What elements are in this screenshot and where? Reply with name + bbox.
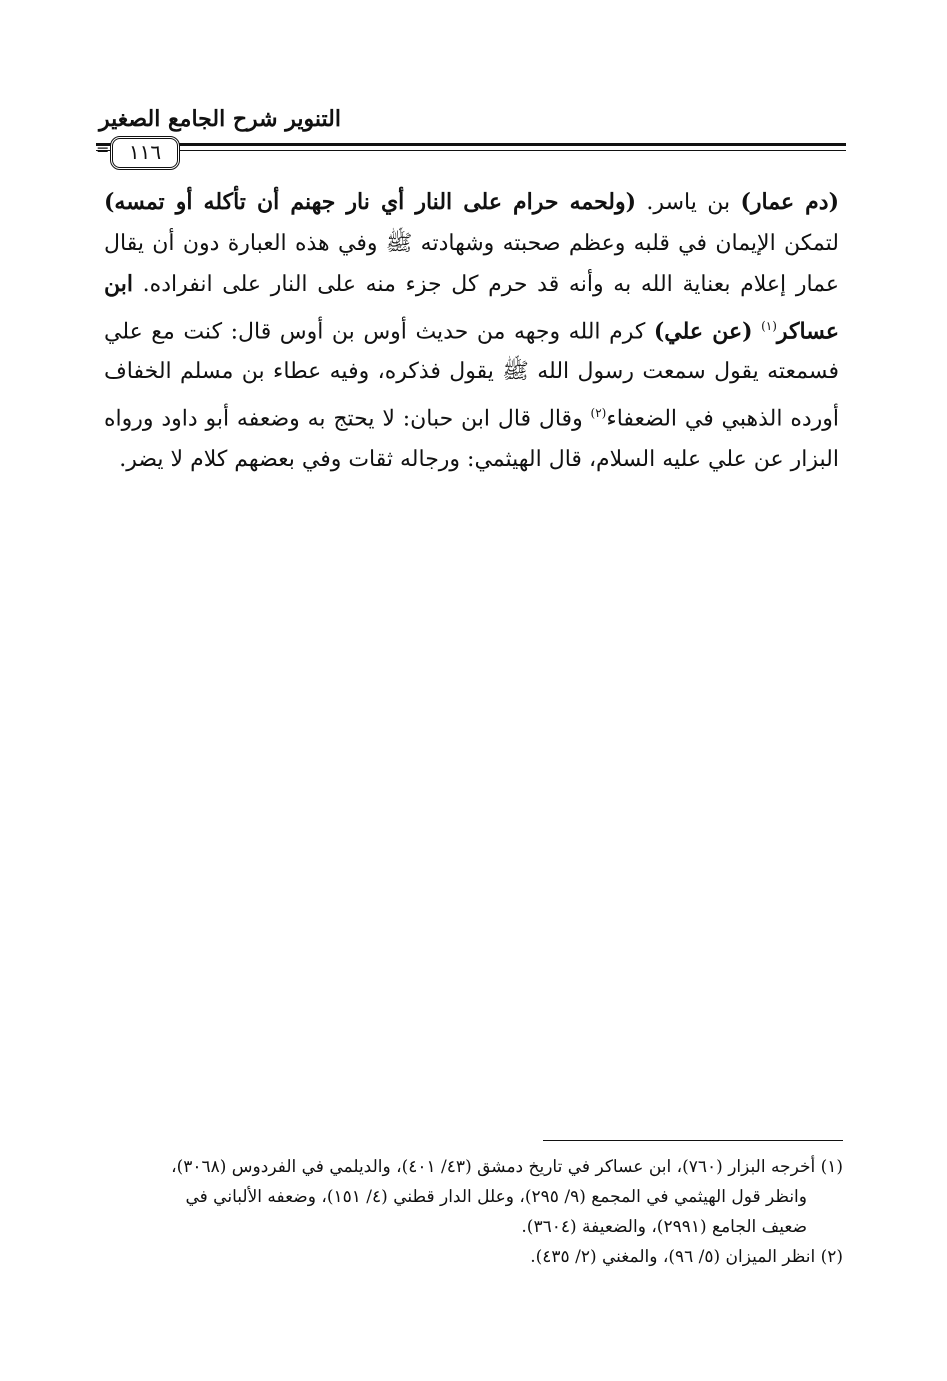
main-text xyxy=(104,182,839,480)
ornament-mark: = xyxy=(96,140,110,159)
header-rule xyxy=(96,143,846,146)
footnote-line: (١) أخرجه البزار (٧٦٠)، ابن عساكر في تاريخ دمشق (٤٣/ ٤٠١)، والديلمي في الفردوس (٣٠٦٨)، xyxy=(171,1157,843,1177)
footnote-ref: (١) xyxy=(761,318,777,333)
footnote-line: وانظر قول الهيثمي في المجمع (٩/ ٢٩٥)، وعلل الدار قطني (٤/ ١٥١)، وضعفه الألباني في xyxy=(185,1187,807,1207)
text-bold: (ولحمه حرام على النار أي نار جهنم أن تأكله أو تمسه) xyxy=(104,189,637,215)
footnote-ref: (٢) xyxy=(590,405,607,420)
text-run: بن ياسر. xyxy=(636,190,741,215)
text-run: وقال قال ابن حبان: لا يحتج به وضعفه أبو داود ورواه البزار عن علي عليه السلام، قال الهيثمي: ورجاله ثقات وفي بعضهم كلام لا يضر. xyxy=(104,406,839,472)
text-bold: (دم عمار) xyxy=(740,189,839,215)
footnotes xyxy=(103,1152,843,1272)
text-run: لتمكن الإيمان في قلبه وعظم صحبته وشهادته ﷺ وفي هذه العبارة دون أن يقال عمار إعلام بعناية الله به وأنه قد حرم كل جزء منه على النار على انفراده. xyxy=(104,230,839,297)
text-run: كرم الله وجهه من حديث أوس بن أوس قال: كنت مع علي فسمعته يقول سمعت رسول الله ﷺ يقول فذكره، وفيه عطاء بن مسلم الخفاف أورده الذهبي في الضعفاء xyxy=(104,318,839,432)
text-bold: ابن عساكر xyxy=(104,271,839,344)
header-rule-thin xyxy=(96,150,846,151)
footnote-rule xyxy=(543,1140,843,1141)
page-header xyxy=(96,98,846,164)
page-number: ١١٦ xyxy=(110,136,180,170)
running-title: التنوير شرح الجامع الصغير xyxy=(99,106,341,132)
footnote-line: ضعيف الجامع (٢٩٩١)، والضعيفة (٣٦٠٤). xyxy=(521,1217,807,1237)
text-bold: (عن علي) xyxy=(653,317,753,344)
text-run xyxy=(753,319,762,344)
footnote-line: (٢) انظر الميزان (٥/ ٩٦)، والمغني (٢/ ٤٣٥). xyxy=(530,1247,843,1267)
